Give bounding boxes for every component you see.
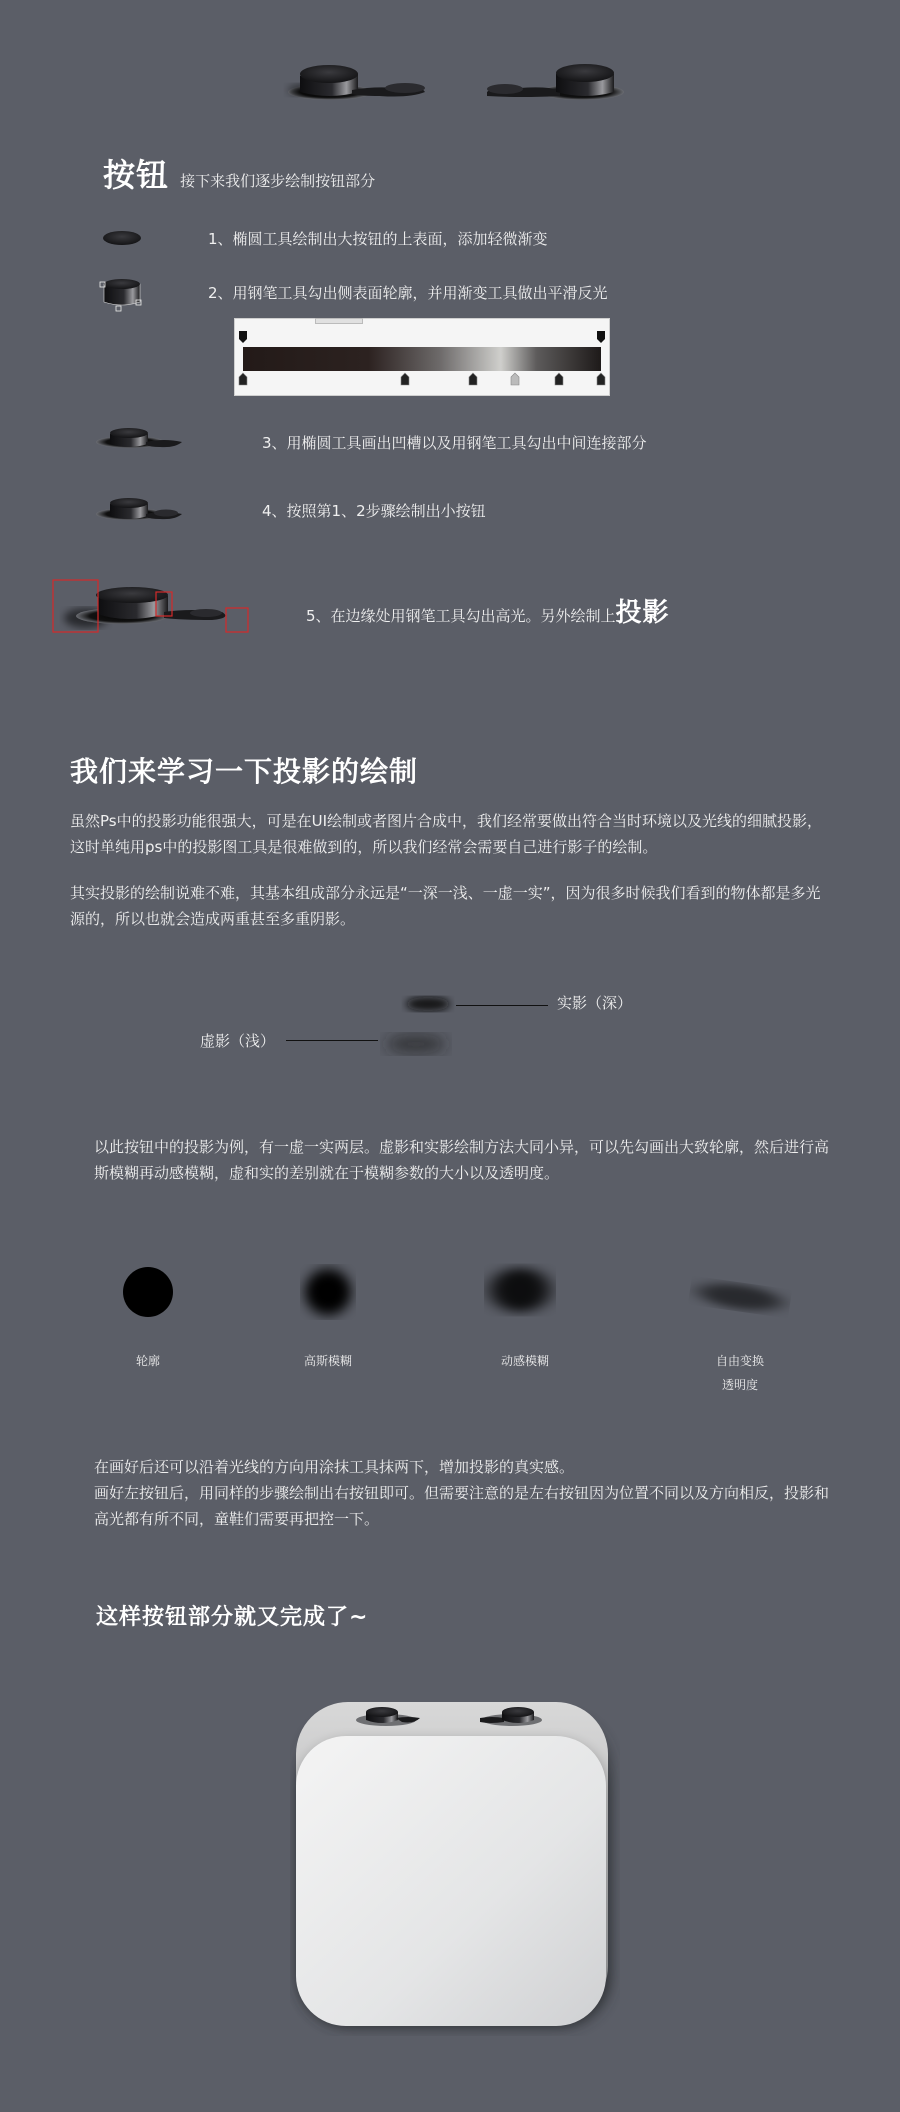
color-stops-icon (239, 373, 605, 385)
shadow-diagram (370, 982, 490, 1062)
virtual-shadow-line (286, 1040, 378, 1041)
shadow-para-5: 画好左按钮后，用同样的步骤绘制出右按钮即可。但需要注意的是左右按钮因为位置不同以及方向相反，投影和高光都有所不同，童鞋们需要再把控一下。 (94, 1484, 830, 1528)
outline-shape (123, 1267, 173, 1317)
step1-figure (98, 226, 146, 250)
transform-shape (697, 1279, 784, 1314)
step5-text: 5、在边缘处用钢笔工具勾出高光。另外绘制上 (306, 607, 616, 625)
final-device (290, 1696, 620, 2036)
step4-figure (90, 490, 190, 526)
blur-steps (70, 1240, 850, 1350)
shadow-section-title: 我们来学习一下投影的绘制 (70, 755, 419, 788)
final-title: 这样按钮部分就又完成了~ (96, 1605, 369, 1630)
label-solid-shadow: 实影（深） (557, 994, 633, 1012)
step3-figure (90, 420, 190, 454)
step1-text: 1、椭圆工具绘制出大按钮的上表面，添加轻微渐变 (208, 230, 548, 248)
motion-shape (490, 1268, 550, 1312)
shadow-para-1: 虽然Ps中的投影功能很强大，可是在UI绘制或者图片合成中，我们经常要做出符合当时环境以及光线的细腻投影，这时单纯用ps中的投影图工具是很难做到的，所以我们经常会需要自己进行影子的绘制。 (70, 812, 823, 856)
gradient-editor (234, 318, 610, 396)
blur-step-4-label2: 透明度 (721, 1378, 758, 1392)
blur-step-1-label: 轮廓 (135, 1354, 160, 1368)
hero-right-button (487, 64, 624, 100)
intro-heading: 按钮 (103, 156, 170, 194)
blur-step-4-label: 自由变换 (715, 1354, 764, 1368)
opacity-stop-left-icon (239, 331, 247, 343)
step3-text: 3、用椭圆工具画出凹槽以及用钢笔工具勾出中间连接部分 (262, 434, 647, 452)
shadow-para-4: 在画好后还可以沿着光线的方向用涂抹工具抹两下，增加投影的真实感。 (94, 1458, 575, 1476)
step2-text: 2、用钢笔工具勾出侧表面轮廓，并用渐变工具做出平滑反光 (208, 284, 608, 302)
step4-text: 4、按照第1、2步骤绘制出小按钮 (262, 502, 486, 520)
step5-row (306, 592, 670, 629)
editor-tab (315, 318, 363, 324)
solid-shadow-line (456, 1005, 548, 1006)
hero-left-button (288, 65, 425, 100)
highlight-box-right (226, 608, 248, 632)
blur-step-2-label: 高斯模糊 (303, 1354, 352, 1368)
solid-shadow (406, 997, 450, 1011)
intro-subheading: 接下来我们逐步绘制按钮部分 (180, 172, 376, 190)
blur-step-3-label: 动感模糊 (500, 1354, 549, 1368)
shadow-para-3: 以此按钮中的投影为例，有一虚一实两层。虚影和实影绘制方法大同小异，可以先勾画出大致轮廓，然后进行高斯模糊再动感模糊，虚和实的差别就在于模糊参数的大小以及透明度。 (94, 1138, 830, 1182)
step5-figure (52, 578, 252, 638)
gaussian-shape (305, 1269, 351, 1315)
hero-buttons (0, 40, 900, 120)
intro-header (103, 150, 375, 196)
step2-figure (96, 276, 152, 316)
shadow-para-2: 其实投影的绘制说难不难，其基本组成部分永远是“一深一浅、一虚一实”，因为很多时候我们看到的物体都是多光源的，所以也就会造成两重甚至多重阴影。 (70, 884, 821, 928)
virtual-shadow (386, 1034, 446, 1054)
label-virtual-shadow: 虚影（浅） (200, 1032, 276, 1050)
step5-emphasis: 投影 (615, 598, 670, 628)
opacity-stop-right-icon (597, 331, 605, 343)
